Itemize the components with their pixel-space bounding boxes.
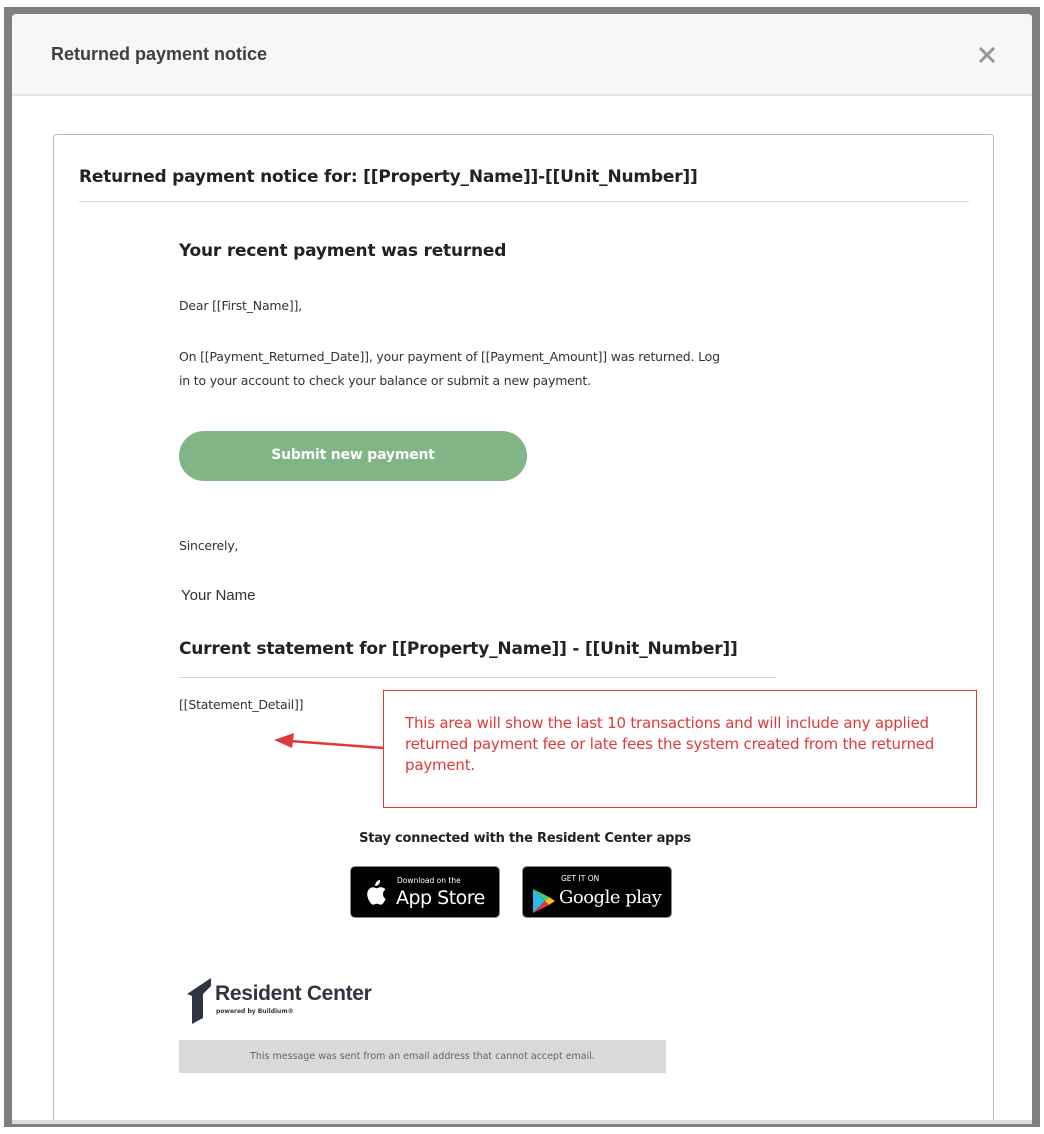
- closing: Sincerely,: [179, 538, 239, 553]
- apple-icon: [363, 879, 387, 907]
- statement-heading: Current statement for [[Property_Name]] - [[Unit_Number]]: [179, 639, 738, 659]
- annotation-text: This area will show the last 10 transactions and will include any applied returned payment fee or late fees the system created from the returned payment.: [405, 714, 935, 774]
- returned-payment-modal: [12, 14, 1032, 1124]
- divider: [179, 677, 776, 678]
- body-line-1: On [[Payment_Returned_Date]], your payment of [[Payment_Amount]] was returned. Log: [179, 349, 720, 364]
- logo-subtitle: powered by Buildium®: [216, 1008, 294, 1015]
- annotation-callout: [383, 690, 977, 808]
- signature: Your Name: [181, 587, 256, 604]
- play-icon: [533, 889, 555, 913]
- google-play-badge[interactable]: [522, 866, 672, 918]
- divider: [79, 201, 969, 202]
- resident-center-logo: [185, 978, 415, 1026]
- resident-center-logo-icon: [185, 978, 213, 1024]
- apps-title: Stay connected with the Resident Center apps: [359, 831, 691, 846]
- modal-header: [12, 14, 1032, 96]
- app-store-label: App Store: [396, 887, 485, 909]
- logo-name: Resident Center: [215, 982, 372, 1005]
- close-icon: [978, 46, 996, 64]
- close-button[interactable]: [978, 46, 996, 64]
- app-store-badge[interactable]: [350, 866, 500, 918]
- preview-title: Returned payment notice for: [[Property_Name]]-[[Unit_Number]]: [79, 167, 698, 187]
- modal-bottom-edge: [12, 1120, 1032, 1124]
- email-heading: Your recent payment was returned: [179, 241, 507, 261]
- email-preview: [53, 134, 994, 1124]
- google-play-small-label: GET IT ON: [561, 874, 600, 883]
- greeting: Dear [[First_Name]],: [179, 298, 303, 313]
- google-play-label: Google play: [559, 887, 662, 908]
- submit-new-payment-button[interactable]: Submit new payment: [179, 431, 527, 481]
- app-store-small-label: Download on the: [397, 876, 461, 885]
- modal-title: Returned payment notice: [51, 44, 268, 64]
- body-line-2: in to your account to check your balance or submit a new payment.: [179, 373, 591, 388]
- annotation-arrow-icon: [270, 730, 390, 760]
- no-reply-notice: This message was sent from an email address that cannot accept email.: [179, 1040, 666, 1073]
- statement-detail-placeholder: [[Statement_Detail]]: [179, 697, 304, 712]
